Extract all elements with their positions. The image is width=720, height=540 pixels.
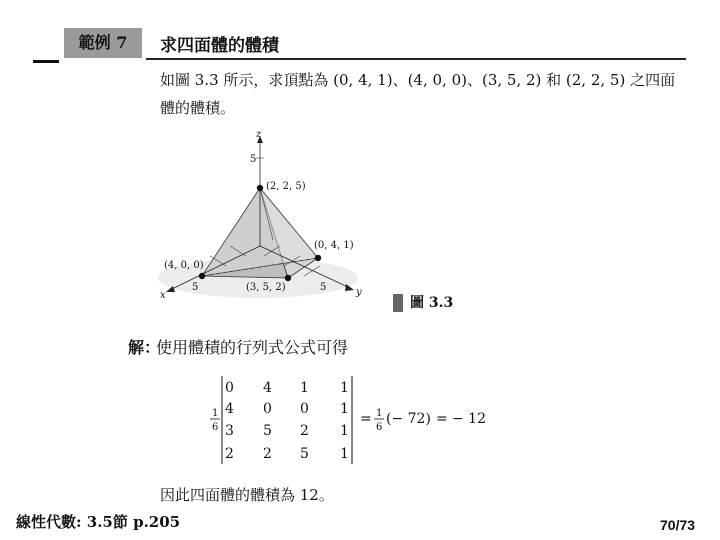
matrix-cell: 2 (300, 423, 309, 439)
coef-denominator: 6 (212, 422, 219, 433)
matrix-cell: 1 (340, 401, 349, 417)
x-tick: 5 (192, 282, 199, 293)
example-underline (146, 58, 686, 60)
point-label: (0, 4, 1) (314, 240, 354, 251)
example-label: 範例 7 (64, 28, 142, 58)
example-title: 求四面體的體積 (160, 36, 279, 56)
footer-page-number: 70/73 (660, 517, 696, 533)
equals-sign: = (360, 411, 372, 427)
vertex-right (315, 255, 321, 261)
matrix (225, 380, 349, 462)
matrix-cell: 5 (263, 423, 272, 439)
y-axis-label: y (356, 287, 362, 298)
matrix-cell: 0 (225, 380, 234, 396)
matrix-cell: 0 (263, 401, 272, 417)
solution-text: 使用體積的行列式公式可得 (156, 338, 349, 357)
coef-numerator: 1 (212, 408, 219, 419)
y-tick: 5 (320, 282, 327, 293)
problem-statement: 如圖 3.3 所示，求頂點為 (0, 4, 1)、(4, 0, 0)、(3, 5, 2) 和 (2, 2, 5) 之四面體的體積。 (160, 71, 676, 117)
vertex-front (285, 275, 291, 281)
result-value: (− 72) (386, 411, 431, 427)
matrix-cell: 1 (340, 380, 349, 396)
z-tick: 5 (250, 154, 257, 165)
z-axis-label: z (256, 129, 262, 140)
result-numerator: 1 (376, 408, 383, 419)
matrix-cell: 5 (300, 446, 309, 462)
slide-dash-decoration (33, 60, 59, 63)
figure-caption: 圖 3.3 (410, 295, 454, 311)
footer-course-reference: 線性代數: 3.5節 p.205 (16, 513, 181, 531)
result-denominator: 6 (376, 422, 383, 433)
point-label: (2, 2, 5) (266, 181, 306, 192)
matrix-cell: 4 (225, 401, 234, 417)
matrix-cell: 3 (225, 423, 234, 439)
matrix-cell: 0 (300, 401, 309, 417)
conclusion-text: 因此四面體的體積為 12。 (160, 486, 334, 504)
result-equals: = (436, 411, 448, 427)
point-label: (4, 0, 0) (164, 260, 204, 271)
tetrahedron-figure (150, 128, 380, 303)
matrix-cell: 2 (263, 446, 272, 462)
figure-caption-marker (393, 294, 403, 312)
determinant-equation (200, 372, 500, 468)
matrix-cell: 1 (340, 423, 349, 439)
vertex-top (257, 185, 263, 191)
x-axis-label: x (160, 290, 166, 301)
result-final: − 12 (452, 411, 486, 427)
matrix-cell: 1 (300, 380, 309, 396)
vertex-left (199, 273, 205, 279)
matrix-cell: 4 (263, 380, 272, 396)
matrix-cell: 2 (225, 446, 234, 462)
solution-label: 解： (128, 338, 161, 357)
point-label: (3, 5, 2) (246, 282, 286, 293)
matrix-cell: 1 (340, 446, 349, 462)
